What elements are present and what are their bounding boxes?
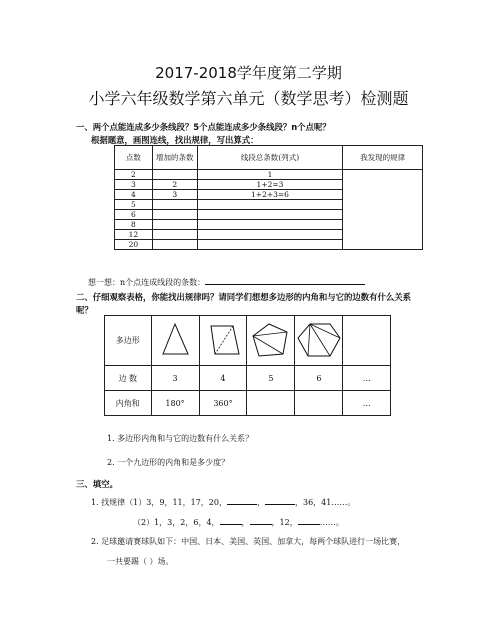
cell: 3 [115, 180, 153, 190]
answer-blank[interactable] [227, 496, 257, 505]
think-text: 想一想：n个点连成线段的条数： [88, 278, 206, 287]
section1-instruction: 根据题意，画图连线，找出规律，写出算式： [91, 135, 259, 145]
fill-item-2: 2. 足球邀请赛球队如下：中国、日本、美国、英国、加拿大，每两个球队进行一场比赛， [91, 537, 406, 546]
answer-blank[interactable] [298, 516, 320, 525]
angle-cell: 180° [151, 391, 199, 416]
more-figure [343, 316, 391, 366]
cell [152, 240, 197, 250]
item1b-text: （2）1，3，2，6，4， [133, 518, 220, 527]
hexagon-figure [295, 316, 343, 366]
cell: 20 [115, 240, 153, 250]
answer-blank[interactable] [265, 496, 295, 505]
think-prompt [88, 276, 365, 288]
header-added: 增加的条数 [152, 146, 197, 170]
fill-item-2-cont: 一共要踢（ ）场。 [107, 557, 174, 566]
polygon-table [104, 315, 391, 416]
item1-text-end: ，36，41……。 [294, 498, 356, 507]
question-2-1: 1. 多边形内角和与它的边数有什么关系？ [107, 434, 254, 443]
row-label-sides: 边 数 [105, 366, 152, 391]
row-label-polygon: 多边形 [105, 316, 152, 366]
cell [152, 220, 197, 230]
section1-heading: 一、两个点能连成多少条线段？5个点能连成多少条线段？n个点呢？ [76, 122, 331, 132]
angle-cell: … [343, 391, 391, 416]
section2-heading: 二、仔细观察表格，你能找出规律吗？请同学们想想多边形的内角和与它的边数有什么关系 [76, 292, 411, 302]
angle-cell[interactable] [295, 391, 343, 416]
cell [197, 220, 343, 230]
question-2-2: 2. 一个九边形的内角和是多少度？ [107, 458, 230, 467]
cell: 1+2=3 [197, 180, 343, 190]
pentagon-figure [247, 316, 295, 366]
triangle-figure [151, 316, 199, 366]
cell [152, 230, 197, 240]
cell: 12 [115, 230, 153, 240]
angle-cell[interactable] [247, 391, 295, 416]
hexagon-icon [296, 320, 342, 360]
cell: 6 [115, 210, 153, 220]
angle-cell: 360° [199, 391, 247, 416]
cell [197, 230, 343, 240]
cell: 1 [197, 170, 343, 180]
header-rule: 我发现的规律 [343, 146, 423, 170]
answer-blank[interactable] [250, 516, 272, 525]
item1-sep: ， [256, 498, 265, 507]
section3-heading: 三、填空。 [76, 479, 118, 489]
section2-heading-cont: 呢？ [76, 305, 93, 315]
answer-blank[interactable] [205, 276, 365, 285]
answer-blank[interactable] [220, 516, 242, 525]
quadrilateral-figure [199, 316, 247, 366]
item1b-text-end: ……。 [319, 518, 344, 527]
fill-item-1b [133, 516, 344, 528]
sides-cell: 6 [295, 366, 343, 391]
cell [152, 210, 197, 220]
cell: 3 [152, 190, 197, 200]
cell: 1+2+3=6 [197, 190, 343, 200]
exam-title-term: 2017-2018学年度第二学期 [155, 64, 342, 82]
cell [152, 170, 197, 180]
fill-item-1 [91, 496, 355, 508]
sides-cell: … [343, 366, 391, 391]
cell [197, 210, 343, 220]
pentagon-icon [249, 320, 293, 360]
quadrilateral-icon [203, 320, 243, 360]
cell: 5 [115, 200, 153, 210]
triangle-icon [155, 320, 195, 360]
item1-text: 1. 找规律（1）3，9，11，17，20， [91, 498, 227, 507]
cell: 4 [115, 190, 153, 200]
sides-cell: 4 [199, 366, 247, 391]
row-label-angle-sum: 内角和 [105, 391, 152, 416]
item1b-mid: ，12， [271, 518, 298, 527]
cell [197, 240, 343, 250]
cell: 2 [152, 180, 197, 190]
header-points: 点数 [115, 146, 153, 170]
rule-cell [343, 170, 423, 250]
exam-title: 小学六年级数学第六单元（数学思考）检测题 [88, 89, 409, 108]
item1b-sep: ， [241, 518, 250, 527]
table-row [115, 170, 423, 180]
cell: 8 [115, 220, 153, 230]
sides-cell: 3 [151, 366, 199, 391]
cell: 2 [115, 170, 153, 180]
cell [197, 200, 343, 210]
cell [152, 200, 197, 210]
sides-cell: 5 [247, 366, 295, 391]
header-total: 线段总条数(列式) [197, 146, 343, 170]
segment-table [114, 145, 423, 250]
